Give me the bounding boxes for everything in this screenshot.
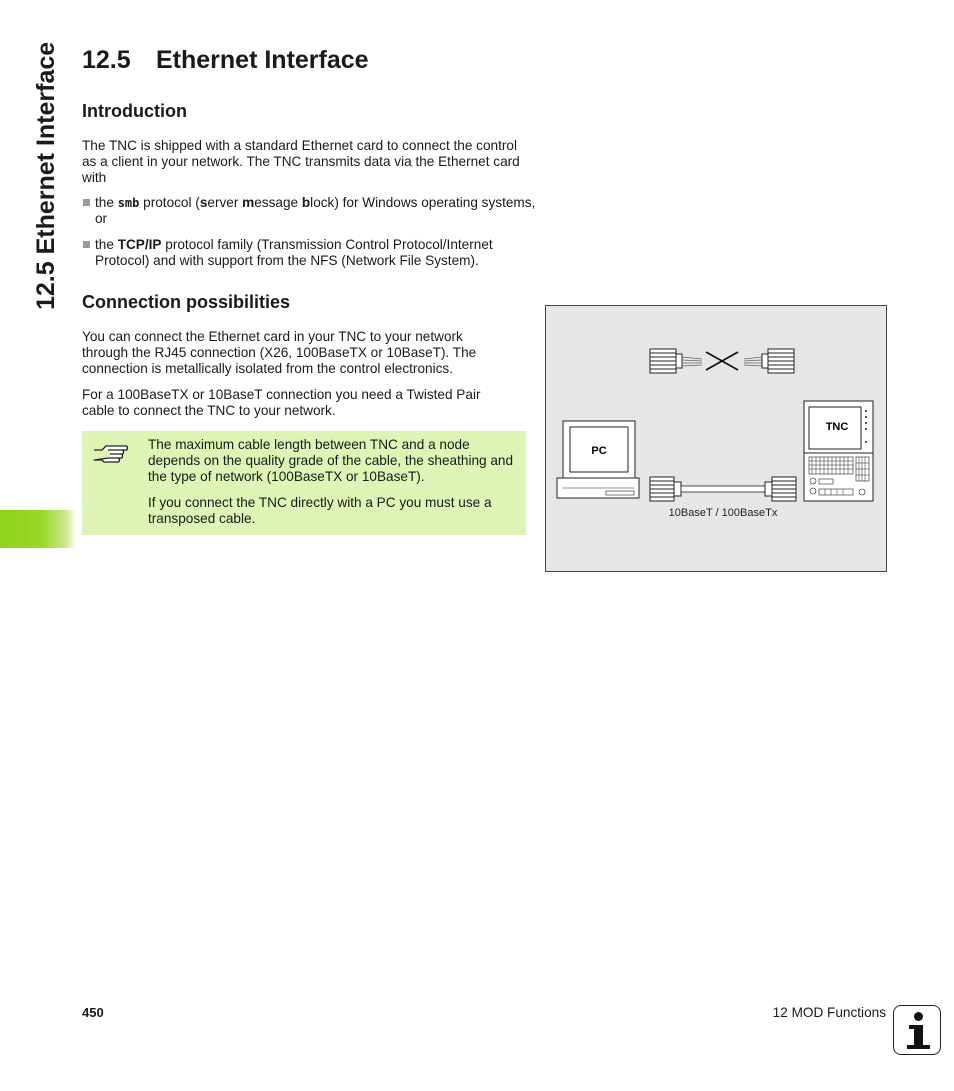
acronym-letter: s — [199, 195, 208, 210]
bullet-text: protocol ( — [139, 195, 200, 210]
network-diagram — [545, 305, 887, 572]
rj45-connector-tnc-icon — [765, 477, 796, 501]
section-number: 12.5 — [82, 46, 131, 74]
bullet-square-icon — [83, 199, 90, 206]
info-icon-base — [907, 1045, 930, 1049]
list-item-tcpip — [82, 237, 540, 269]
smb-code: smb — [117, 196, 140, 210]
chapter-footer: 12 MOD Functions — [772, 1005, 886, 1020]
pc-label: PC — [591, 445, 607, 457]
section-name: Ethernet Interface — [156, 46, 369, 74]
tnc-control-icon — [804, 401, 873, 501]
acronym-letter: b — [301, 195, 311, 210]
connection-paragraph-1: You can connect the Ethernet card in your TNC to your network through the RJ45 connection (X26, 100BaseTX or 10BaseT). The connection is metallically isolated from the control electronics. — [82, 329, 477, 376]
bullet-text: lock) for Windows operating systems, or — [95, 195, 536, 226]
note-text-1: The maximum cable length between TNC and a node depends on the quality grade of the cable, the sheathing and the type of network (100BaseTX or 10BaseT). — [148, 437, 514, 484]
connection-heading: Connection possibilities — [82, 292, 291, 312]
twisted-pair-cable — [681, 486, 765, 492]
tcpip-code: TCP/IP — [117, 237, 162, 252]
pointing-hand-icon — [92, 441, 130, 472]
bullet-text: erver — [207, 195, 243, 210]
info-icon[interactable] — [893, 1005, 941, 1055]
page-title — [82, 46, 369, 75]
note-text-2: If you connect the TNC directly with a PC you must use a transposed cable. — [148, 495, 492, 526]
cable-label: 10BaseT / 100BaseTx — [668, 507, 778, 519]
rj45-connector-left-icon — [650, 349, 702, 373]
chapter-tab-marker — [0, 510, 76, 548]
info-icon-dot — [914, 1012, 923, 1021]
rj45-connector-pc-icon — [650, 477, 681, 501]
introduction-heading: Introduction — [82, 101, 187, 121]
connection-paragraph-2: For a 100BaseTX or 10BaseT connection you need a Twisted Pair cable to connect the TNC to your network. — [82, 387, 481, 418]
list-item-smb — [82, 195, 540, 227]
pc-computer-icon — [557, 421, 639, 498]
bullet-text: essage — [254, 195, 302, 210]
tnc-label: TNC — [825, 421, 849, 433]
info-icon-stem — [914, 1025, 923, 1047]
page-number: 450 — [82, 1005, 104, 1020]
rj45-connector-right-icon — [744, 349, 794, 373]
bullet-square-icon — [83, 241, 90, 248]
sidebar-chapter-title: 12.5 Ethernet Interface — [32, 41, 60, 310]
bullet-text: protocol family (Transmission Control Protocol/Internet Protocol) and with support from the NFS (Network File System). — [95, 237, 493, 268]
bullet-text: the — [95, 237, 118, 252]
acronym-letter: m — [242, 195, 255, 210]
introduction-paragraph: The TNC is shipped with a standard Ethernet card to connect the control as a client in your network. The TNC transmits data via the Ethernet card with — [82, 138, 520, 185]
bullet-text: the — [95, 195, 118, 210]
note-box — [82, 431, 526, 535]
